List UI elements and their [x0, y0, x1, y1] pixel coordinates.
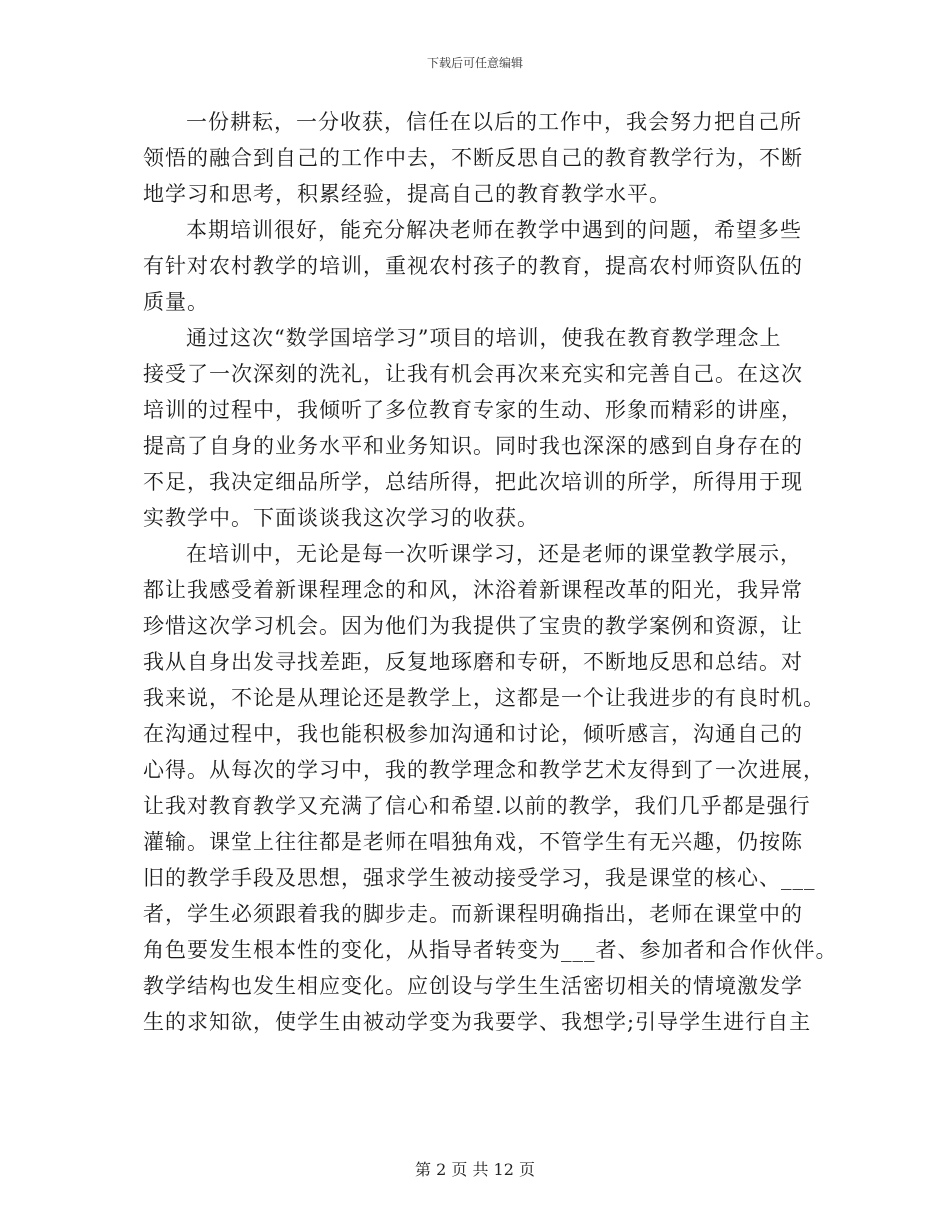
text-line: 让我对教育教学又充满了信心和希望.以前的教学，我们几乎都是强行: [143, 794, 811, 818]
text-line: 质量。: [143, 290, 209, 314]
text-line: 我从自身出发寻找差距，反复地琢磨和专研，不断地反思和总结。对: [143, 650, 803, 674]
text-line: 一份耕耘，一分收获，信任在以后的工作中，我会努力把自己所: [186, 110, 802, 134]
page-number: 第 2 页 共 12 页: [415, 1160, 535, 1179]
text-line: 有针对农村教学的培训，重视农村孩子的教育，提高农村师资队伍的: [143, 254, 803, 278]
text-line: 本期培训很好，能充分解决老师在教学中遇到的问题，希望多些: [186, 218, 802, 242]
text-line: 接受了一次深刻的洗礼，让我有机会再次来充实和完善自己。在这次: [143, 362, 803, 386]
text-line: 旧的教学手段及思想，强求学生被动接受学习，我是课堂的核心、___: [143, 866, 816, 890]
text-line: 灌输。课堂上往往都是老师在唱独角戏，不管学生有无兴趣，仍按陈: [143, 830, 803, 854]
text-line: 通过这次“数学国培学习”项目的培训，使我在教育教学理念上: [186, 326, 782, 350]
text-line: 心得。从每次的学习中，我的教学理念和教学艺术友得到了一次进展，: [143, 758, 825, 782]
text-line: 珍惜这次学习机会。因为他们为我提供了宝贵的教学案例和资源，让: [143, 614, 803, 638]
text-line: 领悟的融合到自己的工作中去，不断反思自己的教育教学行为，不断: [143, 146, 803, 170]
text-line: 地学习和思考，积累经验，提高自己的教育教学水平。: [143, 182, 671, 206]
text-line: 提高了自身的业务水平和业务知识。同时我也深深的感到自身存在的: [143, 434, 803, 458]
text-line: 在沟通过程中，我也能积极参加沟通和讨论，倾听感言，沟通自己的: [143, 722, 803, 746]
text-line: 不足，我决定细品所学，总结所得，把此次培训的所学，所得用于现: [143, 470, 803, 494]
text-line: 者，学生必须跟着我的脚步走。而新课程明确指出，老师在课堂中的: [143, 902, 803, 926]
text-line: 我来说，不论是从理论还是教学上，这都是一个让我进步的有良时机。: [143, 686, 825, 710]
text-line: 在培训中，无论是每一次听课学习，还是老师的课堂教学展示，: [186, 542, 802, 566]
text-line: 培训的过程中，我倾听了多位教育专家的生动、形象而精彩的讲座，: [143, 398, 803, 422]
page-header: 下载后可任意编辑: [426, 56, 523, 70]
text-line: 实教学中。下面谈谈我这次学习的收获。: [143, 506, 539, 530]
text-line: 都让我感受着新课程理念的和风，沐浴着新课程改革的阳光，我异常: [143, 578, 803, 602]
text-line: 生的求知欲，使学生由被动学变为我要学、我想学;引导学生进行自主: [143, 1010, 812, 1034]
text-line: 角色要发生根本性的变化，从指导者转变为___者、参加者和合作伙伴。: [143, 938, 838, 962]
text-line: 教学结构也发生相应变化。应创设与学生生活密切相关的情境激发学: [143, 974, 803, 998]
